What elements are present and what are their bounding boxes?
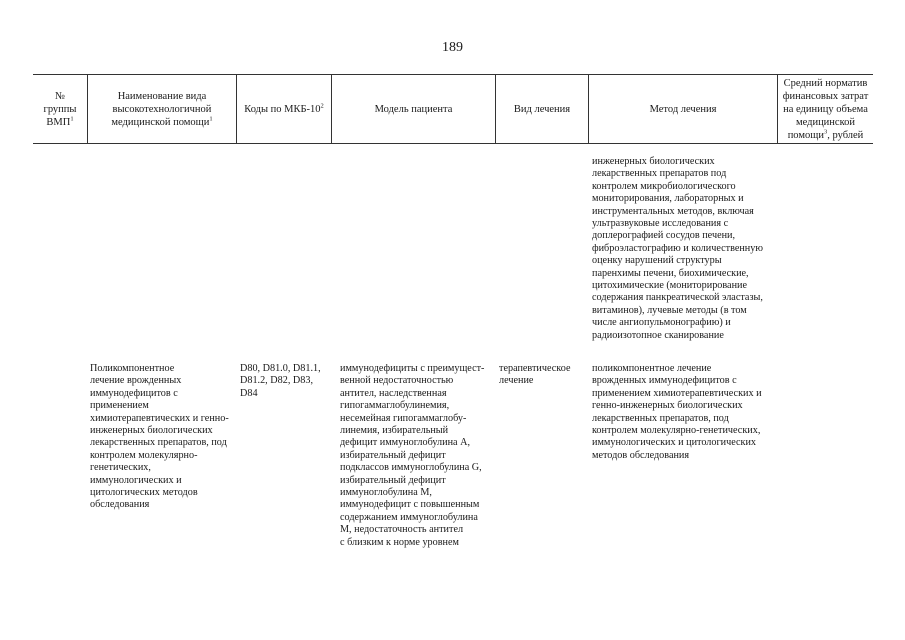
page-number: 189 [442, 40, 463, 55]
continuation-method-cell: инженерных биологических лекарственных препаратов под контролем микробиологического мониторирования, лабораторных и инструментальных методов, включая ультразвуковые исследования с доплерографией сосудов печени, фиброэластографию и количественную оценку нарушений структуры паренхимы печени, биохимические, цитохимические (мониторирование содержания панкреатической эластазы, витаминов), лучевые методы (в том числе ангиопульмонографию) и радиоизотопное сканирование [592, 156, 763, 341]
row-icd-codes: D80, D81.0, D81.1, D81.2, D82, D83, D84 [240, 363, 321, 399]
row-treatment-type: терапевтическое лечение [499, 363, 571, 387]
header-group-number: № группы ВМП$^1$ [43, 90, 77, 128]
header-patient-model: Модель пациента [331, 75, 495, 143]
header-care-type-name: Наименование вида высокотехнологичной медицинской помощи$^1$ [87, 75, 236, 143]
row-patient-model: иммунодефициты с преимущест- венной недостаточностью антител, наследственная гипогаммаглобулинемия, несемейная гипогаммаглобу- линемия, избирательный дефицит иммуноглобулина A, избирательный дефицит подклассов иммуноглобулина G, избирательный дефицит иммуноглобулина M, иммунодефицит с повышенным содержанием иммуноглобулина M, недостаточность антител с близким к норме уровнем [340, 363, 485, 548]
header-icd-codes: Коды по МКБ-$10^2$ [236, 75, 331, 143]
table-header [33, 74, 873, 144]
row-treatment-method: поликомпонентное лечение врожденных иммунодефицитов с применением химиотерапевтических и генно-инженерных биологических лекарственных препаратов, под контролем молекулярно-генетических, иммунологических и цитологических методов обследования [592, 363, 762, 461]
row-care-type-name: Поликомпонентное лечение врожденных иммунодефицитов с применением химиотерапевтических и генно- инженерных биологических лекарственных препаратов, под контролем молекулярно- генетических, иммунологических и цитологических методов обследования [90, 363, 229, 511]
header-treatment-method: Метод лечения [588, 75, 777, 143]
header-average-cost: Средний норматив финансовых затрат на единицу объема медицинской помощи$^3$, рублей [777, 75, 873, 143]
header-treatment-type: Вид лечения [495, 75, 588, 143]
